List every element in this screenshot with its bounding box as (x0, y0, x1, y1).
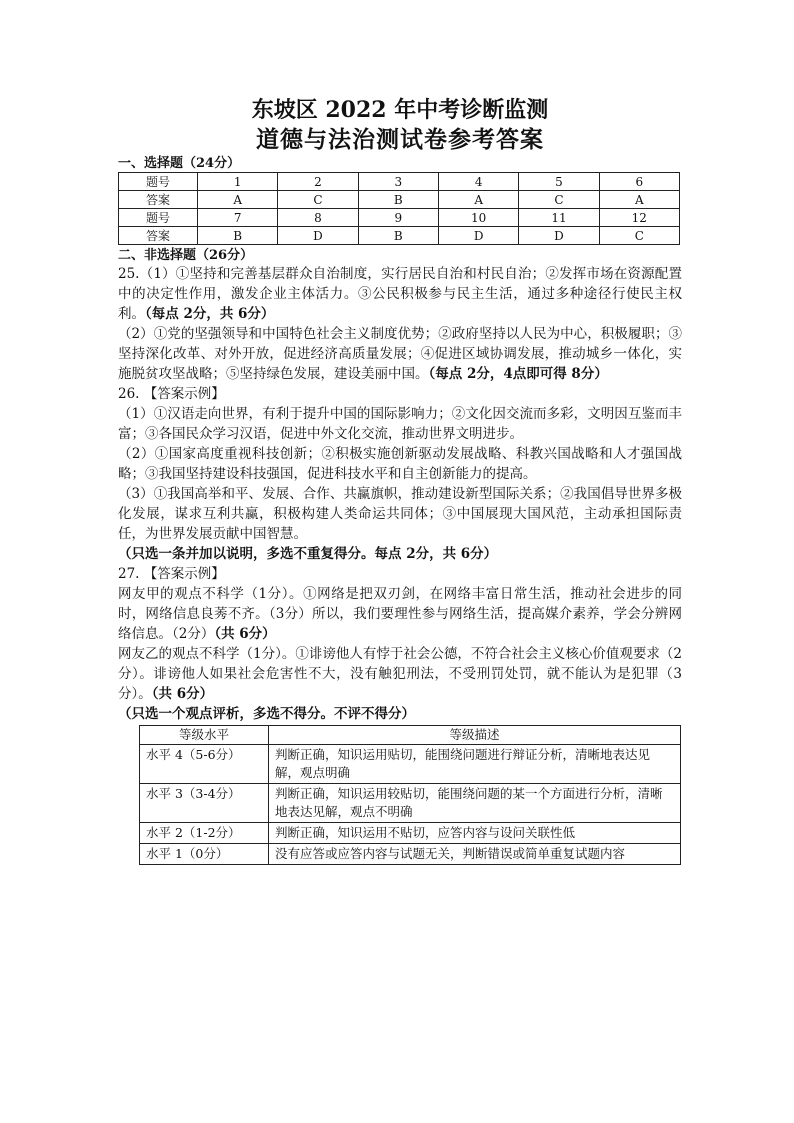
table-cell: 11 (519, 209, 599, 227)
q25-part1 (118, 264, 682, 324)
table-row (119, 209, 680, 227)
q25-part2 (118, 324, 682, 384)
table-cell: D (278, 227, 358, 245)
level-cell: 水平 3（3-4分） (140, 784, 269, 823)
level-cell: 水平 1（0分） (140, 844, 269, 865)
table-row (119, 173, 680, 191)
table-cell: D (438, 227, 518, 245)
table-cell: 9 (358, 209, 438, 227)
level-description-cell: 判断正确，知识运用不贴切，应答内容与设问关联性低 (269, 823, 681, 844)
q25-part1-text: 25.（1）①坚持和完善基层群众自治制度，实行居民自治和村民自治；②发挥市场在资源配置中的决定性作用，激发企业主体活力。③公民积极参与民主生活，通过多种途径行使民主权利。 (118, 266, 682, 322)
level-cell: 水平 2（1-2分） (140, 823, 269, 844)
table-cell: 7 (198, 209, 278, 227)
section2-heading: 二、非选择题（26分） (118, 248, 254, 263)
table-cell: D (519, 227, 599, 245)
row-label-cell: 题号 (119, 173, 198, 191)
row-label-cell: 答案 (119, 191, 198, 209)
q26-part3: （3）①我国高举和平、发展、合作、共赢旗帜，推动建设新型国际关系；②我国倡导世界多极化发展，谋求互利共赢，积极构建人类命运共同体；③中国展现大国风范，主动承担国际责任，为世界发展贡献中国智慧。 (118, 486, 682, 542)
row-label-cell: 答案 (119, 227, 198, 245)
page-title-line2: 道德与法治测试卷参考答案 (256, 126, 544, 153)
table-cell: 2 (278, 173, 358, 191)
q27-scoring-note: （只选一个观点评析，多选不得分。不评不得分） (118, 706, 415, 722)
section1-heading: 一、选择题（24分） (118, 156, 241, 171)
level-description-cell: 判断正确，知识运用较贴切，能围绕问题的某一个方面进行分析，清晰地表达见解，观点不明确 (269, 784, 681, 823)
q26-part2: （2）①国家高度重视科技创新；②积极实施创新驱动发展战略、科教兴国战略和人才强国战略；③我国坚持建设科技强国，促进科技水平和自主创新能力的提高。 (118, 446, 682, 482)
q27-heading: 27. 【答案示例】 (118, 566, 225, 582)
page-title-line1: 东坡区 2022 年中考诊断监测 (251, 97, 549, 123)
table-cell: C (278, 191, 358, 209)
level-row (140, 784, 681, 823)
table-cell: C (519, 191, 599, 209)
q26-scoring-note: （只选一条并加以说明，多选不重复得分。每点 2分，共 6分） (118, 546, 498, 562)
q27-view-b (118, 644, 682, 704)
table-cell: 4 (438, 173, 518, 191)
table-cell: 3 (358, 173, 438, 191)
level-row (140, 844, 681, 865)
table-row (119, 227, 680, 245)
table-cell: 5 (519, 173, 599, 191)
level-header-cell: 等级水平 (140, 726, 269, 745)
q27-view-a-text: 网友甲的观点不科学（1分）。①网络是把双刃剑，在网络丰富日常生活，推动社会进步的同时，网络信息良莠不齐。（3分）所以，我们要理性参与网络生活，提高媒介素养，学会分辨网络信息。（2分） (118, 586, 682, 642)
q27-view-a-score: （共 6分） (214, 626, 276, 642)
level-table-header-row (140, 726, 681, 745)
table-cell: A (438, 191, 518, 209)
table-cell: 12 (599, 209, 679, 227)
table-row (119, 191, 680, 209)
row-label-cell: 题号 (119, 209, 198, 227)
level-cell: 水平 4（5-6分） (140, 745, 269, 784)
q27-view-b-text: 网友乙的观点不科学（1分）。①诽谤他人有悖于社会公德，不符合社会主义核心价值观要求（2分）。诽谤他人如果社会危害性不大，没有触犯刑法，不受刑罚处罚，就不能认为是犯罪（3分）。 (118, 646, 682, 702)
table-cell: B (198, 227, 278, 245)
q27-view-b-score: （共 6分） (151, 686, 214, 702)
q27-view-a (118, 584, 682, 644)
q25-part1-score: （每点 2分，共 6分） (145, 306, 275, 322)
level-row (140, 823, 681, 844)
table-cell: C (599, 227, 679, 245)
level-description-cell: 判断正确，知识运用贴切，能围绕问题进行辩证分析，清晰地表达见解，观点明确 (269, 745, 681, 784)
table-cell: A (599, 191, 679, 209)
q25-part2-score: （每点 2分，4点即可得 8分） (428, 366, 608, 382)
answer-sheet-page (118, 95, 682, 865)
q26-part1: （1）①汉语走向世界，有利于提升中国的国际影响力；②文化因交流而多彩，文明因互鉴而丰富；③各国民众学习汉语，促进中外文化交流，推动世界文明进步。 (118, 406, 682, 442)
level-description-cell: 没有应答或应答内容与试题无关，判断错误或简单重复试题内容 (269, 844, 681, 865)
q26-heading: 26. 【答案示例】 (118, 386, 225, 402)
level-row (140, 745, 681, 784)
q25-part2-text: （2）①党的坚强领导和中国特色社会主义制度优势；②政府坚持以人民为中心，积极履职；③坚持深化改革、对外开放，促进经济高质量发展；④促进区域协调发展，推动城乡一体化，实施脱贫攻坚战略；⑤坚持绿色发展，建设美丽中国。 (118, 326, 682, 382)
level-rubric-table (139, 725, 681, 865)
table-cell: B (358, 227, 438, 245)
table-cell: 6 (599, 173, 679, 191)
table-cell: 8 (278, 209, 358, 227)
description-header-cell: 等级描述 (269, 726, 681, 745)
table-cell: A (198, 191, 278, 209)
table-cell: 10 (438, 209, 518, 227)
multiple-choice-answer-table (118, 172, 680, 245)
table-cell: 1 (198, 173, 278, 191)
table-cell: B (358, 191, 438, 209)
